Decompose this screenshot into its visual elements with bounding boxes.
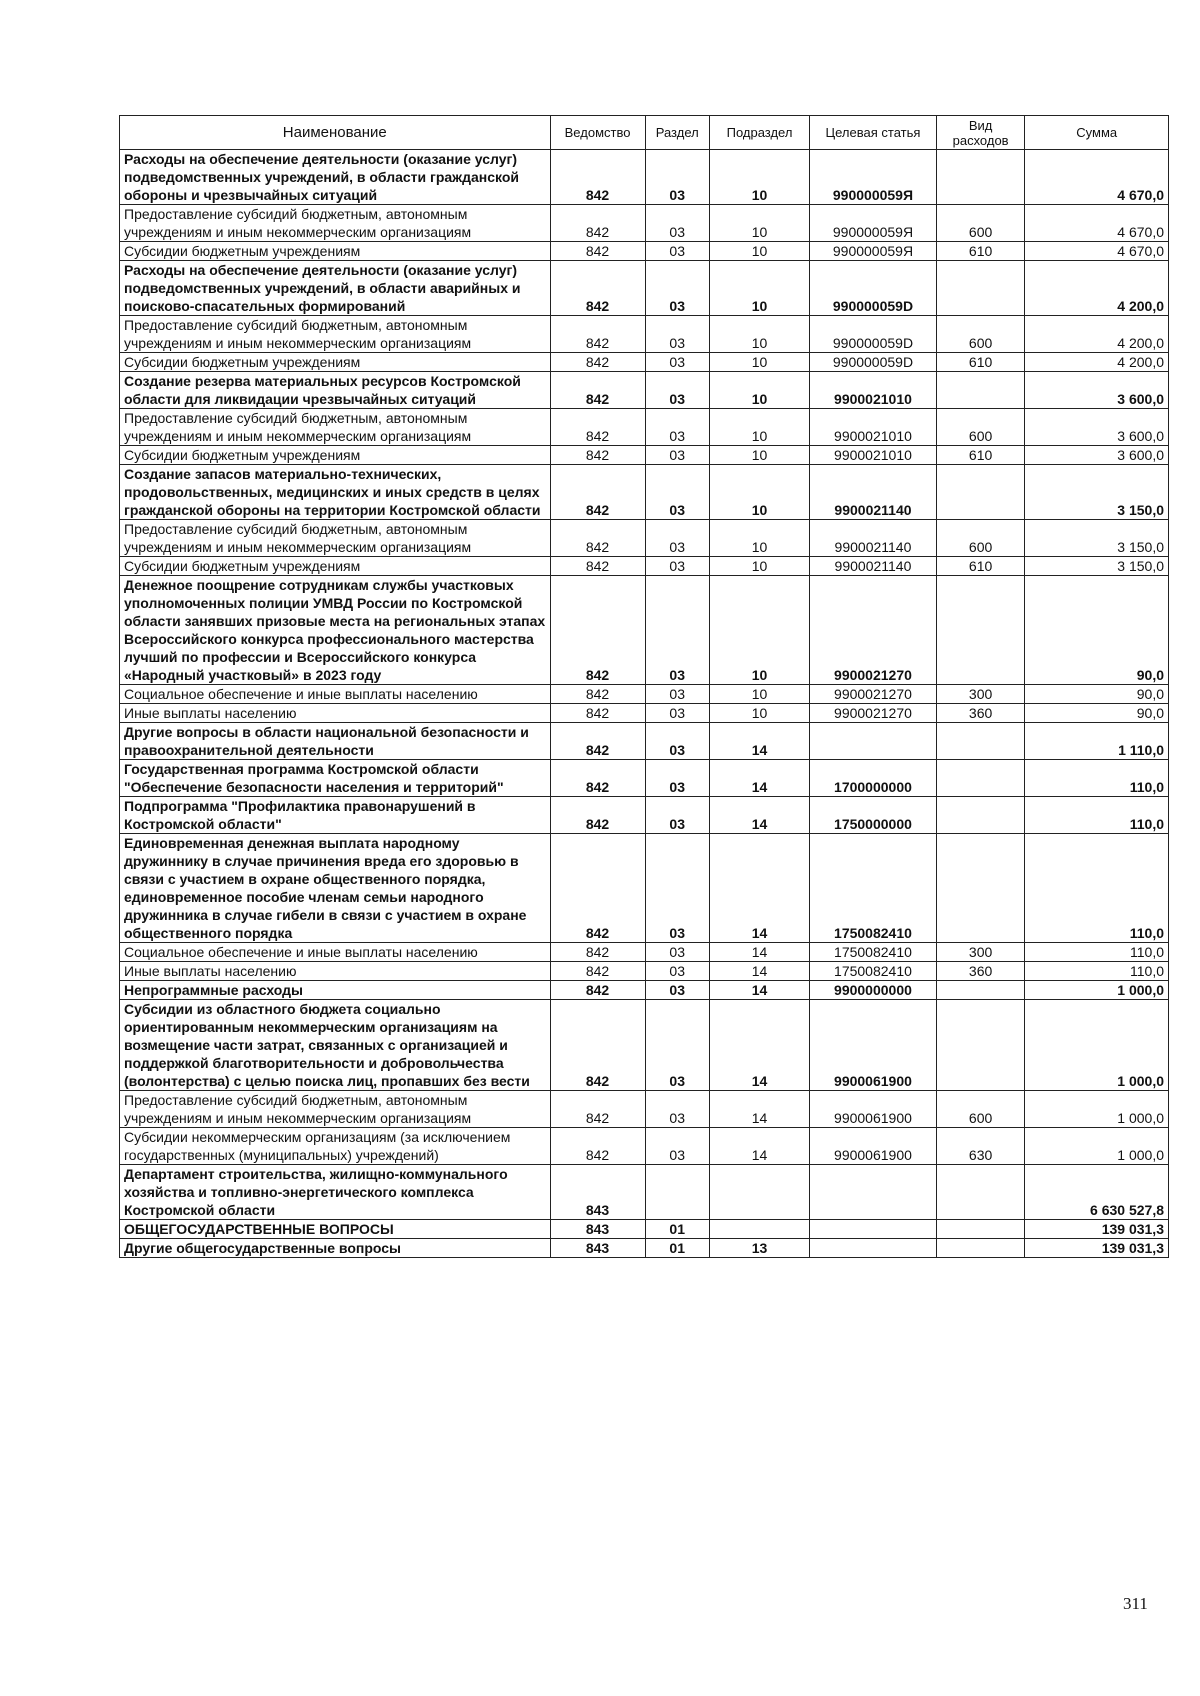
cell-section: 03 bbox=[645, 834, 709, 943]
cell-name: Предоставление субсидий бюджетным, автономным учреждениям и иным некоммерческим организациям bbox=[120, 205, 551, 242]
cell-name: Иные выплаты населению bbox=[120, 704, 551, 723]
cell-type bbox=[936, 797, 1025, 834]
cell-sum: 90,0 bbox=[1025, 685, 1169, 704]
cell-subsection: 14 bbox=[709, 1091, 809, 1128]
cell-sum: 90,0 bbox=[1025, 704, 1169, 723]
cell-type: 300 bbox=[936, 943, 1025, 962]
table-row bbox=[120, 962, 1169, 981]
cell-section: 03 bbox=[645, 760, 709, 797]
cell-type: 360 bbox=[936, 962, 1025, 981]
cell-target: 990000059D bbox=[810, 316, 937, 353]
cell-department: 842 bbox=[550, 962, 645, 981]
header-name: Наименование bbox=[120, 116, 551, 150]
cell-subsection: 10 bbox=[709, 465, 809, 520]
cell-target: 9900061900 bbox=[810, 1000, 937, 1091]
table-row bbox=[120, 372, 1169, 409]
cell-department: 843 bbox=[550, 1220, 645, 1239]
table-row bbox=[120, 1128, 1169, 1165]
cell-section: 03 bbox=[645, 372, 709, 409]
cell-section: 03 bbox=[645, 797, 709, 834]
cell-subsection: 10 bbox=[709, 704, 809, 723]
cell-type: 300 bbox=[936, 685, 1025, 704]
cell-section: 03 bbox=[645, 446, 709, 465]
table-row bbox=[120, 797, 1169, 834]
budget-table bbox=[119, 115, 1169, 1258]
cell-sum: 3 600,0 bbox=[1025, 409, 1169, 446]
cell-type bbox=[936, 981, 1025, 1000]
table-row bbox=[120, 760, 1169, 797]
cell-department: 842 bbox=[550, 372, 645, 409]
cell-section: 03 bbox=[645, 723, 709, 760]
cell-sum: 1 000,0 bbox=[1025, 981, 1169, 1000]
cell-type bbox=[936, 723, 1025, 760]
table-row bbox=[120, 150, 1169, 205]
cell-target: 9900061900 bbox=[810, 1091, 937, 1128]
table-row bbox=[120, 261, 1169, 316]
cell-subsection: 14 bbox=[709, 834, 809, 943]
cell-target bbox=[810, 1165, 937, 1220]
table-row bbox=[120, 723, 1169, 760]
cell-department: 842 bbox=[550, 723, 645, 760]
cell-name: Расходы на обеспечение деятельности (оказание услуг) подведомственных учреждений, в области гражданской обороны и чрезвычайных ситуаций bbox=[120, 150, 551, 205]
cell-subsection bbox=[709, 1165, 809, 1220]
table-header-row bbox=[120, 116, 1169, 150]
cell-section: 03 bbox=[645, 465, 709, 520]
cell-section: 03 bbox=[645, 1091, 709, 1128]
cell-subsection: 14 bbox=[709, 981, 809, 1000]
cell-department: 842 bbox=[550, 704, 645, 723]
cell-department: 842 bbox=[550, 576, 645, 685]
cell-department: 842 bbox=[550, 1091, 645, 1128]
cell-target: 1750082410 bbox=[810, 962, 937, 981]
cell-sum: 4 670,0 bbox=[1025, 242, 1169, 261]
cell-section: 03 bbox=[645, 943, 709, 962]
cell-section: 03 bbox=[645, 261, 709, 316]
table-row bbox=[120, 409, 1169, 446]
cell-target: 990000059Я bbox=[810, 205, 937, 242]
cell-department: 842 bbox=[550, 557, 645, 576]
cell-department: 842 bbox=[550, 465, 645, 520]
cell-department: 842 bbox=[550, 760, 645, 797]
cell-subsection: 10 bbox=[709, 205, 809, 242]
header-sum: Сумма bbox=[1025, 116, 1169, 150]
cell-department: 842 bbox=[550, 797, 645, 834]
cell-section: 03 bbox=[645, 704, 709, 723]
cell-sum: 110,0 bbox=[1025, 797, 1169, 834]
cell-subsection: 14 bbox=[709, 943, 809, 962]
cell-department: 842 bbox=[550, 1000, 645, 1091]
cell-sum: 3 600,0 bbox=[1025, 446, 1169, 465]
cell-target: 9900021270 bbox=[810, 685, 937, 704]
cell-sum: 110,0 bbox=[1025, 962, 1169, 981]
cell-type bbox=[936, 576, 1025, 685]
cell-name: Субсидии бюджетным учреждениям bbox=[120, 353, 551, 372]
cell-subsection: 10 bbox=[709, 316, 809, 353]
cell-target: 1750082410 bbox=[810, 943, 937, 962]
cell-target: 1700000000 bbox=[810, 760, 937, 797]
cell-section bbox=[645, 1165, 709, 1220]
cell-subsection: 14 bbox=[709, 962, 809, 981]
cell-name: ОБЩЕГОСУДАРСТВЕННЫЕ ВОПРОСЫ bbox=[120, 1220, 551, 1239]
cell-department: 842 bbox=[550, 834, 645, 943]
cell-sum: 3 150,0 bbox=[1025, 465, 1169, 520]
cell-target: 990000059Я bbox=[810, 150, 937, 205]
table-row bbox=[120, 943, 1169, 962]
cell-name: Департамент строительства, жилищно-коммунального хозяйства и топливно-энергетического комплекса Костромской области bbox=[120, 1165, 551, 1220]
cell-type: 600 bbox=[936, 316, 1025, 353]
cell-subsection: 10 bbox=[709, 353, 809, 372]
cell-section: 03 bbox=[645, 242, 709, 261]
cell-name: Создание запасов материально-технических, продовольственных, медицинских и иных средств в целях гражданской обороны на территории Костромской области bbox=[120, 465, 551, 520]
cell-section: 03 bbox=[645, 576, 709, 685]
cell-section: 03 bbox=[645, 685, 709, 704]
cell-subsection: 10 bbox=[709, 557, 809, 576]
cell-name: Субсидии бюджетным учреждениям bbox=[120, 557, 551, 576]
cell-type: 360 bbox=[936, 704, 1025, 723]
table-row bbox=[120, 1091, 1169, 1128]
cell-department: 842 bbox=[550, 316, 645, 353]
cell-section: 03 bbox=[645, 409, 709, 446]
cell-sum: 110,0 bbox=[1025, 834, 1169, 943]
cell-target: 1750082410 bbox=[810, 834, 937, 943]
cell-type bbox=[936, 1165, 1025, 1220]
cell-target: 9900000000 bbox=[810, 981, 937, 1000]
cell-name: Субсидии некоммерческим организациям (за исключением государственных (муниципальных) учреждений) bbox=[120, 1128, 551, 1165]
cell-subsection: 14 bbox=[709, 1128, 809, 1165]
header-section: Раздел bbox=[645, 116, 709, 150]
cell-target: 9900021010 bbox=[810, 409, 937, 446]
cell-type bbox=[936, 150, 1025, 205]
cell-department: 842 bbox=[550, 409, 645, 446]
cell-name: Денежное поощрение сотрудникам службы участковых уполномоченных полиции УМВД России по Костромской области занявших призовые места на региональных этапах Всероссийского конкурса профессионального мастерства лучший по профессии и Всероссийского конкурса «Народный участковый» в 2023 году bbox=[120, 576, 551, 685]
cell-department: 842 bbox=[550, 353, 645, 372]
cell-type: 600 bbox=[936, 205, 1025, 242]
cell-target: 9900021140 bbox=[810, 465, 937, 520]
cell-type bbox=[936, 760, 1025, 797]
cell-target bbox=[810, 1220, 937, 1239]
cell-target: 990000059Я bbox=[810, 242, 937, 261]
cell-subsection bbox=[709, 1220, 809, 1239]
cell-section: 03 bbox=[645, 1128, 709, 1165]
cell-subsection: 14 bbox=[709, 797, 809, 834]
table-row bbox=[120, 316, 1169, 353]
cell-section: 03 bbox=[645, 150, 709, 205]
cell-type: 630 bbox=[936, 1128, 1025, 1165]
cell-target: 990000059D bbox=[810, 353, 937, 372]
cell-subsection: 10 bbox=[709, 446, 809, 465]
cell-name: Социальное обеспечение и иные выплаты населению bbox=[120, 943, 551, 962]
cell-type: 610 bbox=[936, 353, 1025, 372]
cell-sum: 1 000,0 bbox=[1025, 1000, 1169, 1091]
cell-section: 03 bbox=[645, 520, 709, 557]
cell-name: Подпрограмма "Профилактика правонарушений в Костромской области" bbox=[120, 797, 551, 834]
table-row bbox=[120, 557, 1169, 576]
cell-name: Создание резерва материальных ресурсов Костромской области для ликвидации чрезвычайных ситуаций bbox=[120, 372, 551, 409]
cell-sum: 1 110,0 bbox=[1025, 723, 1169, 760]
cell-section: 03 bbox=[645, 205, 709, 242]
cell-sum: 6 630 527,8 bbox=[1025, 1165, 1169, 1220]
cell-target: 9900021270 bbox=[810, 704, 937, 723]
cell-type bbox=[936, 261, 1025, 316]
cell-sum: 90,0 bbox=[1025, 576, 1169, 685]
cell-department: 842 bbox=[550, 943, 645, 962]
cell-target bbox=[810, 723, 937, 760]
cell-sum: 3 600,0 bbox=[1025, 372, 1169, 409]
table-row bbox=[120, 834, 1169, 943]
cell-subsection: 10 bbox=[709, 261, 809, 316]
cell-sum: 110,0 bbox=[1025, 943, 1169, 962]
cell-name: Единовременная денежная выплата народному дружиннику в случае причинения вреда его здоровью в связи с участием в охране общественного порядка, единовременное пособие членам семьи народного дружинника в случае гибели в связи с участием в охране общественного порядка bbox=[120, 834, 551, 943]
cell-target: 9900061900 bbox=[810, 1128, 937, 1165]
cell-type: 600 bbox=[936, 409, 1025, 446]
cell-department: 843 bbox=[550, 1165, 645, 1220]
table-row bbox=[120, 1220, 1169, 1239]
cell-department: 842 bbox=[550, 205, 645, 242]
table-row bbox=[120, 576, 1169, 685]
cell-name: Субсидии бюджетным учреждениям bbox=[120, 446, 551, 465]
cell-type bbox=[936, 465, 1025, 520]
cell-target: 990000059D bbox=[810, 261, 937, 316]
cell-name: Непрограммные расходы bbox=[120, 981, 551, 1000]
cell-target bbox=[810, 1239, 937, 1258]
cell-section: 03 bbox=[645, 353, 709, 372]
cell-subsection: 10 bbox=[709, 150, 809, 205]
cell-section: 03 bbox=[645, 962, 709, 981]
table-row bbox=[120, 1165, 1169, 1220]
cell-sum: 4 200,0 bbox=[1025, 261, 1169, 316]
cell-name: Другие вопросы в области национальной безопасности и правоохранительной деятельности bbox=[120, 723, 551, 760]
cell-sum: 4 670,0 bbox=[1025, 150, 1169, 205]
header-type: Вид расходов bbox=[936, 116, 1025, 150]
cell-sum: 4 200,0 bbox=[1025, 353, 1169, 372]
cell-type bbox=[936, 1000, 1025, 1091]
cell-target: 9900021140 bbox=[810, 520, 937, 557]
cell-target: 9900021270 bbox=[810, 576, 937, 685]
cell-department: 842 bbox=[550, 150, 645, 205]
cell-type bbox=[936, 1239, 1025, 1258]
header-department: Ведомство bbox=[550, 116, 645, 150]
table-row bbox=[120, 353, 1169, 372]
cell-name: Социальное обеспечение и иные выплаты населению bbox=[120, 685, 551, 704]
cell-subsection: 10 bbox=[709, 520, 809, 557]
cell-section: 01 bbox=[645, 1239, 709, 1258]
cell-type bbox=[936, 834, 1025, 943]
cell-name: Другие общегосударственные вопросы bbox=[120, 1239, 551, 1258]
cell-name: Предоставление субсидий бюджетным, автономным учреждениям и иным некоммерческим организациям bbox=[120, 409, 551, 446]
cell-sum: 1 000,0 bbox=[1025, 1091, 1169, 1128]
cell-name: Предоставление субсидий бюджетным, автономным учреждениям и иным некоммерческим организациям bbox=[120, 520, 551, 557]
cell-name: Государственная программа Костромской области "Обеспечение безопасности населения и территорий" bbox=[120, 760, 551, 797]
cell-subsection: 13 bbox=[709, 1239, 809, 1258]
cell-sum: 3 150,0 bbox=[1025, 520, 1169, 557]
cell-subsection: 10 bbox=[709, 409, 809, 446]
cell-subsection: 10 bbox=[709, 685, 809, 704]
page-number: 311 bbox=[1123, 1594, 1148, 1613]
cell-department: 842 bbox=[550, 446, 645, 465]
table-row bbox=[120, 981, 1169, 1000]
cell-type bbox=[936, 1220, 1025, 1239]
cell-section: 03 bbox=[645, 316, 709, 353]
cell-subsection: 14 bbox=[709, 760, 809, 797]
cell-subsection: 14 bbox=[709, 723, 809, 760]
table-row bbox=[120, 446, 1169, 465]
cell-department: 843 bbox=[550, 1239, 645, 1258]
cell-subsection: 10 bbox=[709, 576, 809, 685]
cell-type: 600 bbox=[936, 1091, 1025, 1128]
table-row bbox=[120, 1239, 1169, 1258]
cell-name: Предоставление субсидий бюджетным, автономным учреждениям и иным некоммерческим организациям bbox=[120, 1091, 551, 1128]
cell-sum: 3 150,0 bbox=[1025, 557, 1169, 576]
cell-department: 842 bbox=[550, 685, 645, 704]
cell-department: 842 bbox=[550, 1128, 645, 1165]
cell-department: 842 bbox=[550, 981, 645, 1000]
cell-sum: 1 000,0 bbox=[1025, 1128, 1169, 1165]
table-row bbox=[120, 205, 1169, 242]
cell-section: 01 bbox=[645, 1220, 709, 1239]
table-row bbox=[120, 704, 1169, 723]
cell-name: Расходы на обеспечение деятельности (оказание услуг) подведомственных учреждений, в области аварийных и поисково-спасательных формирований bbox=[120, 261, 551, 316]
cell-department: 842 bbox=[550, 242, 645, 261]
cell-department: 842 bbox=[550, 520, 645, 557]
cell-type: 600 bbox=[936, 520, 1025, 557]
cell-subsection: 10 bbox=[709, 242, 809, 261]
cell-sum: 110,0 bbox=[1025, 760, 1169, 797]
cell-name: Субсидии из областного бюджета социально ориентированным некоммерческим организациям на возмещение части затрат, связанных с организацией и поддержкой благотворительности и добровольчества (волонтерства) с целью поиска лиц, пропавших без вести bbox=[120, 1000, 551, 1091]
cell-section: 03 bbox=[645, 981, 709, 1000]
table-row bbox=[120, 685, 1169, 704]
cell-subsection: 14 bbox=[709, 1000, 809, 1091]
table-row bbox=[120, 242, 1169, 261]
table-row bbox=[120, 465, 1169, 520]
cell-type: 610 bbox=[936, 446, 1025, 465]
cell-section: 03 bbox=[645, 557, 709, 576]
cell-sum: 139 031,3 bbox=[1025, 1220, 1169, 1239]
cell-type: 610 bbox=[936, 557, 1025, 576]
header-target: Целевая статья bbox=[810, 116, 937, 150]
table-row bbox=[120, 1000, 1169, 1091]
cell-type: 610 bbox=[936, 242, 1025, 261]
cell-sum: 139 031,3 bbox=[1025, 1239, 1169, 1258]
cell-target: 9900021010 bbox=[810, 372, 937, 409]
cell-target: 9900021010 bbox=[810, 446, 937, 465]
cell-sum: 4 670,0 bbox=[1025, 205, 1169, 242]
cell-name: Субсидии бюджетным учреждениям bbox=[120, 242, 551, 261]
cell-department: 842 bbox=[550, 261, 645, 316]
cell-type bbox=[936, 372, 1025, 409]
cell-target: 1750000000 bbox=[810, 797, 937, 834]
table-row bbox=[120, 520, 1169, 557]
cell-subsection: 10 bbox=[709, 372, 809, 409]
cell-name: Иные выплаты населению bbox=[120, 962, 551, 981]
table-body bbox=[120, 150, 1169, 1258]
cell-target: 9900021140 bbox=[810, 557, 937, 576]
header-subsection: Подраздел bbox=[709, 116, 809, 150]
cell-section: 03 bbox=[645, 1000, 709, 1091]
cell-sum: 4 200,0 bbox=[1025, 316, 1169, 353]
cell-name: Предоставление субсидий бюджетным, автономным учреждениям и иным некоммерческим организациям bbox=[120, 316, 551, 353]
